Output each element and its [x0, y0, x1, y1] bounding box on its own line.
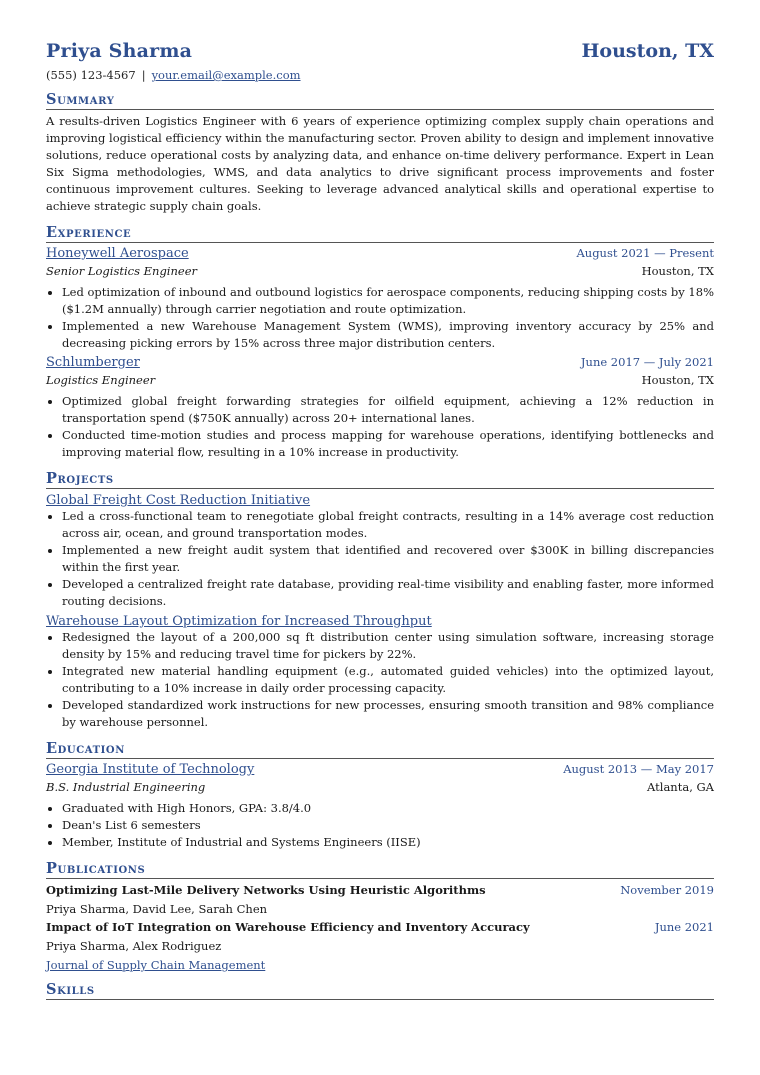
- experience-entry: [46, 246, 714, 352]
- section-title-projects: Projects: [46, 470, 714, 489]
- publication-date: June 2021: [654, 920, 714, 934]
- resume-header: [46, 40, 714, 62]
- section-title-experience: Experience: [46, 224, 714, 243]
- job-title: Senior Logistics Engineer: [46, 264, 197, 278]
- bullet-item: • Developed standardized work instructions for new processes, ensuring smooth transition and 98% compliance by warehouse personnel.: [62, 697, 714, 731]
- job-dates: June 2017 — July 2021: [580, 355, 714, 369]
- publication-title: Optimizing Last-Mile Delivery Networks Using Heuristic Algorithms: [46, 883, 486, 897]
- section-title-skills: Skills: [46, 981, 714, 1000]
- bullet-item: • Member, Institute of Industrial and Systems Engineers (IISE): [62, 834, 714, 851]
- bullet-item: • Implemented a new Warehouse Management System (WMS), improving inventory accuracy by 25% and decreasing picking errors by 15% across three major distribution centers.: [62, 318, 714, 352]
- section-title-summary: Summary: [46, 91, 714, 110]
- publication-authors: Priya Sharma, David Lee, Sarah Chen: [46, 902, 268, 916]
- contact-separator: |: [141, 68, 146, 82]
- publication-entry: [46, 920, 714, 972]
- bullet-item: • Integrated new material handling equipment (e.g., automated guided vehicles) into the optimized layout, contributing to a 10% increase in daily order processing capacity.: [62, 663, 714, 697]
- bullet-item: • Graduated with High Honors, GPA: 3.8/4.0: [62, 800, 714, 817]
- education-bullets: [46, 800, 714, 851]
- publication-entry: [46, 883, 714, 916]
- project-bullets: [46, 629, 714, 731]
- bullet-item: • Developed a centralized freight rate database, providing real-time visibility and enabling faster, more informed routing decisions.: [62, 576, 714, 610]
- school-location: Atlanta, GA: [647, 780, 714, 794]
- degree: B.S. Industrial Engineering: [46, 780, 206, 794]
- publication-journal-link[interactable]: Journal of Supply Chain Management: [46, 958, 266, 972]
- school-name[interactable]: Georgia Institute of Technology: [46, 762, 255, 777]
- bullet-item: • Conducted time-motion studies and process mapping for warehouse operations, identifying bottlenecks and improving material flow, resulting in a 10% increase in productivity.: [62, 427, 714, 461]
- job-location: Houston, TX: [641, 264, 714, 278]
- contact-line: [46, 68, 714, 82]
- publication-date: November 2019: [620, 883, 714, 897]
- publication-authors: Priya Sharma, Alex Rodriguez: [46, 939, 222, 953]
- company-name[interactable]: Honeywell Aerospace: [46, 246, 189, 261]
- publication-title: Impact of IoT Integration on Warehouse Efficiency and Inventory Accuracy: [46, 920, 530, 934]
- email-link[interactable]: your.email@example.com: [151, 68, 301, 82]
- project-title[interactable]: Global Freight Cost Reduction Initiative: [46, 493, 311, 508]
- job-dates: August 2021 — Present: [576, 246, 714, 260]
- candidate-location: Houston, TX: [581, 40, 714, 62]
- experience-entry: [46, 355, 714, 461]
- bullet-item: • Dean's List 6 semesters: [62, 817, 714, 834]
- section-title-education: Education: [46, 740, 714, 759]
- bullet-item: • Optimized global freight forwarding strategies for oilfield equipment, achieving a 12% reduction in transportation spend ($750K annually) across 20+ international lanes.: [62, 393, 714, 427]
- candidate-name: Priya Sharma: [46, 40, 193, 62]
- bullet-item: • Implemented a new freight audit system that identified and recovered over $300K in billing discrepancies within the first year.: [62, 542, 714, 576]
- bullet-item: • Led optimization of inbound and outbound logistics for aerospace components, reducing shipping costs by 18% ($1.2M annually) through carrier negotiation and route optimization.: [62, 284, 714, 318]
- job-bullets: [46, 284, 714, 352]
- bullet-item: • Redesigned the layout of a 200,000 sq ft distribution center using simulation software, increasing storage density by 15% and reducing travel time for pickers by 22%.: [62, 629, 714, 663]
- phone-number: (555) 123-4567: [46, 68, 136, 82]
- education-entry: [46, 762, 714, 851]
- project-title[interactable]: Warehouse Layout Optimization for Increased Throughput: [46, 614, 432, 629]
- bullet-item: • Led a cross-functional team to renegotiate global freight contracts, resulting in a 14% average cost reduction across air, ocean, and ground transportation modes.: [62, 508, 714, 542]
- education-dates: August 2013 — May 2017: [563, 762, 714, 776]
- job-bullets: [46, 393, 714, 461]
- project-bullets: [46, 508, 714, 610]
- summary-text: A results-driven Logistics Engineer with 6 years of experience optimizing complex supply chain operations and improving logistical efficiency within the manufacturing sector. Proven ability to design and implement innovative solutions, reduce operational costs by analyzing data, and enhance on-time delivery performance. Expert in Lean Six Sigma methodologies, WMS, and data analytics to drive significant process improvements and foster continuous improvement cultures. Seeking to leverage advanced analytical skills and operational expertise to achieve strategic supply chain goals.: [46, 114, 714, 213]
- job-title: Logistics Engineer: [46, 373, 156, 387]
- company-name[interactable]: Schlumberger: [46, 355, 140, 370]
- job-location: Houston, TX: [641, 373, 714, 387]
- section-title-publications: Publications: [46, 860, 714, 879]
